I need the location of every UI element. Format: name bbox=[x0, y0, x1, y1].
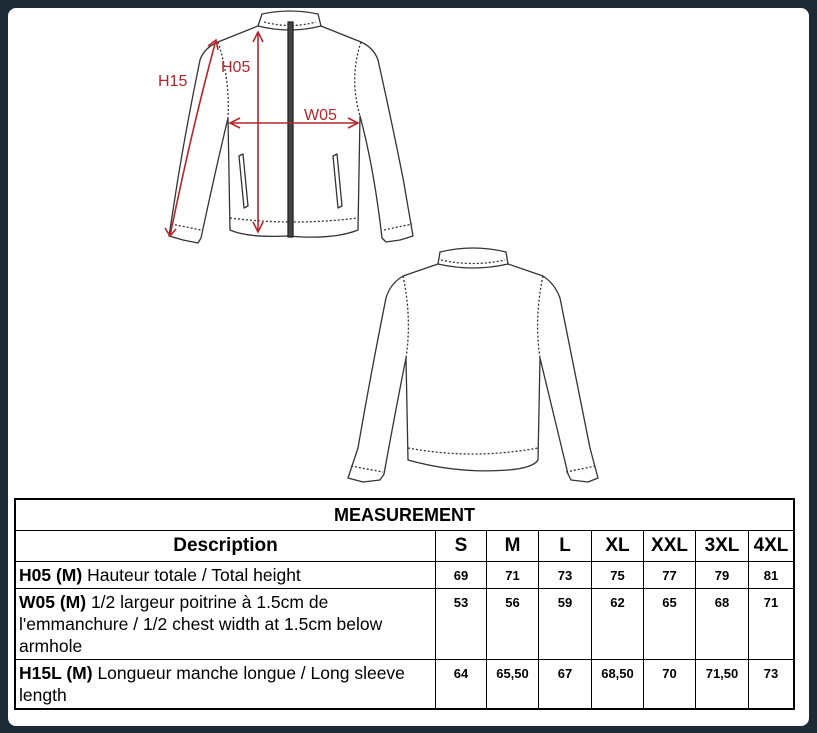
measurement-table-container bbox=[14, 498, 795, 710]
header-size-s: S bbox=[436, 531, 487, 562]
value-cell: 73 bbox=[539, 562, 592, 589]
label-h05: H05 bbox=[221, 59, 251, 76]
jacket-front-view bbox=[169, 11, 413, 243]
value-cell: 65 bbox=[644, 589, 696, 660]
value-cell: 71 bbox=[749, 589, 795, 660]
label-w05: W05 bbox=[304, 107, 337, 124]
row-code: H15L (M) bbox=[19, 663, 93, 683]
value-cell: 69 bbox=[436, 562, 487, 589]
value-cell: 59 bbox=[539, 589, 592, 660]
jacket-back-view bbox=[348, 248, 598, 482]
header-size-xxl: XXL bbox=[644, 531, 696, 562]
table-row bbox=[15, 562, 794, 589]
value-cell: 65,50 bbox=[487, 660, 539, 710]
header-size-l: L bbox=[539, 531, 592, 562]
table-title: MEASUREMENT bbox=[15, 499, 794, 531]
label-h15: H15 bbox=[158, 73, 188, 90]
value-cell: 70 bbox=[644, 660, 696, 710]
header-description: Description bbox=[15, 531, 436, 562]
value-cell: 71 bbox=[487, 562, 539, 589]
table-title-row bbox=[15, 499, 794, 531]
row-code: W05 (M) bbox=[19, 592, 87, 612]
value-cell: 56 bbox=[487, 589, 539, 660]
value-cell: 79 bbox=[696, 562, 749, 589]
row-code: H05 (M) bbox=[19, 565, 83, 585]
table-header-row bbox=[15, 531, 794, 562]
value-cell: 81 bbox=[749, 562, 795, 589]
value-cell: 77 bbox=[644, 562, 696, 589]
header-size-3xl: 3XL bbox=[696, 531, 749, 562]
header-size-m: M bbox=[487, 531, 539, 562]
row-text: Longueur manche longue / Long sleeve length bbox=[19, 663, 405, 705]
value-cell: 71,50 bbox=[696, 660, 749, 710]
row-text: 1/2 largeur poitrine à 1.5cm de l'emmanchure / 1/2 chest width at 1.5cm below armhole bbox=[19, 592, 383, 656]
table-row bbox=[15, 660, 794, 710]
value-cell: 67 bbox=[539, 660, 592, 710]
measurement-table bbox=[14, 498, 795, 710]
row-description bbox=[15, 589, 436, 660]
value-cell: 68,50 bbox=[592, 660, 644, 710]
row-description bbox=[15, 562, 436, 589]
header-size-xl: XL bbox=[592, 531, 644, 562]
value-cell: 64 bbox=[436, 660, 487, 710]
value-cell: 53 bbox=[436, 589, 487, 660]
value-cell: 68 bbox=[696, 589, 749, 660]
row-text: Hauteur totale / Total height bbox=[87, 565, 301, 585]
table-row bbox=[15, 589, 794, 660]
value-cell: 75 bbox=[592, 562, 644, 589]
header-size-4xl: 4XL bbox=[749, 531, 795, 562]
jacket-technical-drawing bbox=[8, 8, 809, 498]
value-cell: 73 bbox=[749, 660, 795, 710]
size-chart-card bbox=[8, 8, 809, 726]
value-cell: 62 bbox=[592, 589, 644, 660]
row-description bbox=[15, 660, 436, 710]
